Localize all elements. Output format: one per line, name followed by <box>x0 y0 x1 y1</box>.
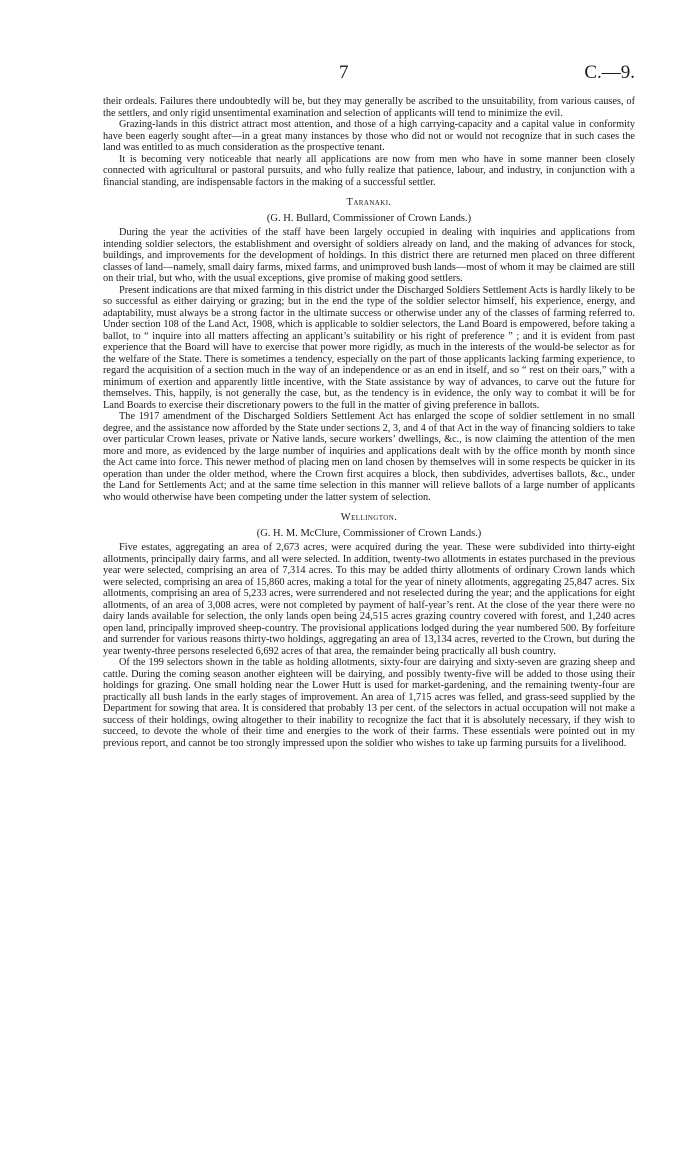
document-code: C.—9. <box>584 62 635 83</box>
section-heading-wellington: Wellington. <box>340 512 398 523</box>
intro-paragraph-2: Grazing-lands in this district attract most attention, and those of a high carrying-capacity and a capital value in conformity have been eagerly sought after—in a great many instances by those who did not or would not recognize that in such cases the land was entitled to as much consideration as the prospective tenant. <box>103 119 635 153</box>
wellington-paragraph-2: Of the 199 selectors shown in the table as holding allotments, sixty-four are dairying and sixty-seven are grazing sheep and cattle. During the coming season another eighteen will be dairying, and possibly twenty-five will be added to those using their holdings for grazing. One small holding near the Lower Hutt is used for market-gardening, and the remaining twenty-four are practically all bush lands in the early stages of improvement. An area of 1,715 acres was felled, and grass-seed supplied by the Department for sowing that area. It is considered that probably 13 per cent. of the selectors in actual occupation will not make a success of their holdings, owing altogether to their inability to recognize the fact that it is absolutely necessary, if they wish to succeed, to devote the whole of their time and energies to the work of their farms. These essentials were pointed out in my previous report, and cannot be too strongly impressed upon the soldier who wishes to take up farming pursuits for a livelihood. <box>103 657 635 749</box>
taranaki-paragraph-2: Present indications are that mixed farming in this district under the Discharged Soldiers Settlement Acts is hardly likely to be so successful as either dairying or grazing; but in the end the type of the soldier selector himself, his experience, energy, and adaptability, must always be a strong factor in the ultimate success or otherwise under any of the classes of farming referred to. Under section 108 of the Land Act, 1908, which is applicable to soldier selectors, the Land Board is empowered, before taking a ballot, to “ inquire into all matters affecting an applicant’s suitability or his right of preference ” ; and it is evident from past experience that the Board will have to exercise that power more rigidly, as much in the interests of the would-be selector as for the welfare of the State. There is sometimes a tendency, especially on the part of those applicants lacking farming experience, to regard the acquisition of a section much in the way of an independence or as an end in itself, and so “ rest on their oars,” with a minimum of exertion and apparently little incentive, with the State assistance by way of advances, to carve out the future for themselves. This, happily, is not generally the case, but, as the tendency is in evidence, the only way to combat it will be for Land Boards to exercise their discretionary powers to the full in the matter of giving preference in ballots. <box>103 284 635 411</box>
page-number: 7 <box>339 62 349 83</box>
document-page <box>103 62 635 749</box>
intro-paragraph-3: It is becoming very noticeable that nearly all applications are now from men who have in some manner been closely connected with agricultural or pastoral pursuits, and who fully realize that patience, labour, and industry, in conjunction with a financial standing, are indispensable factors in the making of a successful settler. <box>103 153 635 188</box>
taranaki-paragraph-1: During the year the activities of the staff have been largely occupied in dealing with inquiries and applications from intending soldier selectors, the establishment and oversight of soldiers already on land, and the making of advances for stock, buildings, and improvements for the development of holdings. In this district there are returned men placed on three different classes of land—namely, small dairy farms, mixed farms, and unimproved bush lands—most of whom it may be claimed are still on their trial, but who, with the usual exceptions, give promise of making good settlers. <box>103 227 635 284</box>
wellington-paragraph-1: Five estates, aggregating an area of 2,673 acres, were acquired during the year. These were subdivided into thirty-eight allotments, principally dairy farms, and all were selected. In addition, twenty-two allotments in estates purchased in the previous year were selected, comprising an area of 7,314 acres. To this may be added thirty allotments of ordinary Crown lands which were selected, comprising an area of 15,860 acres, making a total for the year of ninety allotments, aggregating 25,847 acres. Six allotments, comprising an area of 5,233 acres, were surrendered and not reselected during the year; and the applications for eight allotments, of an area of 3,008 acres, were not completed by payment of half-year’s rent. At the close of the year there were no dairy lands available for selection, the only lands open being 24,515 acres grazing country covered with forest, and 1,240 acres open land, principally improved sheep-country. The provisional applications lodged during the year numbered 500. By forfeiture and surrender for various reasons thirty-two holdings, aggregating an area of 13,134 acres, reverted to the Crown, but during the year twenty-three persons reselected 6,692 acres of that area, the remainder being practically all bush country. <box>103 542 635 657</box>
commissioner-line-wellington: (G. H. M. McClure, Commissioner of Crown Lands.) <box>256 528 482 539</box>
intro-paragraph-1: their ordeals. Failures there undoubtedly will be, but they may generally be ascribed to the unsuitability, from various causes, of the settlers, and only rigid unsentimental examination and selection of applicants will tend to minimize the evil. <box>103 96 635 119</box>
page-header <box>103 62 635 96</box>
taranaki-paragraph-3: The 1917 amendment of the Discharged Soldiers Settlement Act has enlarged the scope of soldier settlement in no small degree, and the assistance now afforded by the State under sections 2, 3, and 4 of that Act in the way of financing soldiers to take over particular Crown leases, private or Native lands, secure workers’ dwellings, &c., is now claiming the attention of the men more and more, as evidenced by the large number of inquiries and applications dealt with by the office month by month since the Act came into force. This newer method of placing men on land chosen by themselves will in some respects be quicker in its operation than under the older method, where the Crown first acquires a block, then subdivides, advertises ballots, &c., under the Land for Settlements Act; and at the same time selection in this manner will relieve ballots of a large number of applicants who would otherwise have been competing under the latter system of selection. <box>103 411 635 503</box>
commissioner-line-taranaki: (G. H. Bullard, Commissioner of Crown Lands.) <box>266 213 472 224</box>
section-heading-taranaki: Taranaki. <box>346 197 392 208</box>
